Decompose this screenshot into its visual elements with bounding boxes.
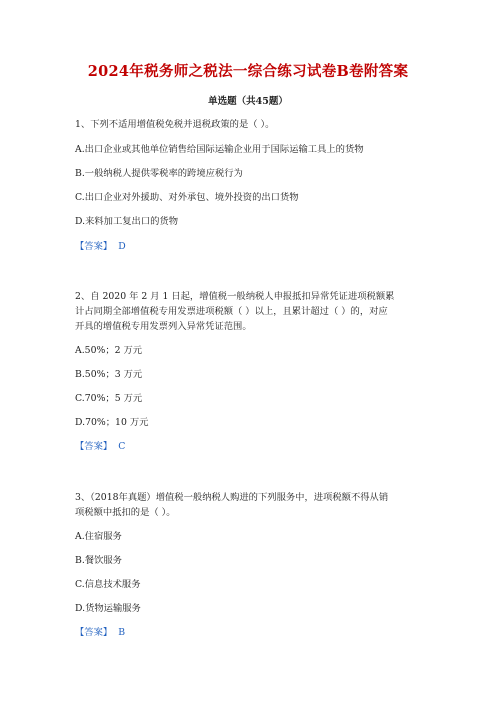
question-3-stem-line-1: 3、（2018年真题）增值税一般纳税人购进的下列服务中，进项税额不得从销 xyxy=(75,492,389,503)
question-3-option-c: C.信息技术服务 xyxy=(75,579,141,590)
question-1-option-d: D.来料加工复出口的货物 xyxy=(75,216,179,227)
question-1-stem: 1、下列不适用增值税免税并退税政策的是（ ）。 xyxy=(75,119,275,130)
question-3-stem-line-2: 项税额中抵扣的是（ ）。 xyxy=(75,507,176,518)
question-2-option-b: B.50%；3 万元 xyxy=(75,369,143,380)
question-2-option-c: C.70%；5 万元 xyxy=(75,393,143,404)
question-2-option-a: A.50%；2 万元 xyxy=(75,345,143,356)
answer-value: B xyxy=(118,627,126,638)
question-3-answer xyxy=(75,624,125,638)
answer-label: 【答案】 xyxy=(75,441,113,452)
question-2-stem-line-2: 计占同期全部增值税专用发票进项税额（ ）以上，且累计超过（ ）的，对应 xyxy=(75,306,388,317)
question-2-option-d: D.70%；10 万元 xyxy=(75,417,149,428)
answer-label: 【答案】 xyxy=(75,241,113,252)
question-2-stem-line-3: 开具的增值税专用发票列入异常凭证范围。 xyxy=(75,321,252,332)
question-3-option-d: D.货物运输服务 xyxy=(75,603,141,614)
question-2-answer xyxy=(75,438,125,452)
question-2-stem-line-1: 2、自 2020 年 2 月 1 日起，增值税一般纳税人申报抵扣异常凭证进项税额累 xyxy=(75,291,395,302)
question-1-option-c: C.出口企业对外援助、对外承包、境外投资的出口货物 xyxy=(75,192,299,203)
question-1-option-b: B.一般纳税人提供零税率的跨境应税行为 xyxy=(75,168,243,179)
question-3-option-b: B.餐饮服务 xyxy=(75,555,122,566)
document-title: 2024年税务师之税法一综合练习试卷B卷附答案 xyxy=(87,63,409,80)
answer-label: 【答案】 xyxy=(75,627,113,638)
question-1-answer xyxy=(75,238,126,252)
question-3-option-a: A.住宿服务 xyxy=(75,531,122,542)
answer-value: C xyxy=(118,441,126,452)
answer-value: D xyxy=(118,241,126,252)
section-heading: 单选题（共45题） xyxy=(208,96,288,107)
question-1-option-a: A.出口企业或其他单位销售给国际运输企业用于国际运输工具上的货物 xyxy=(75,144,364,155)
